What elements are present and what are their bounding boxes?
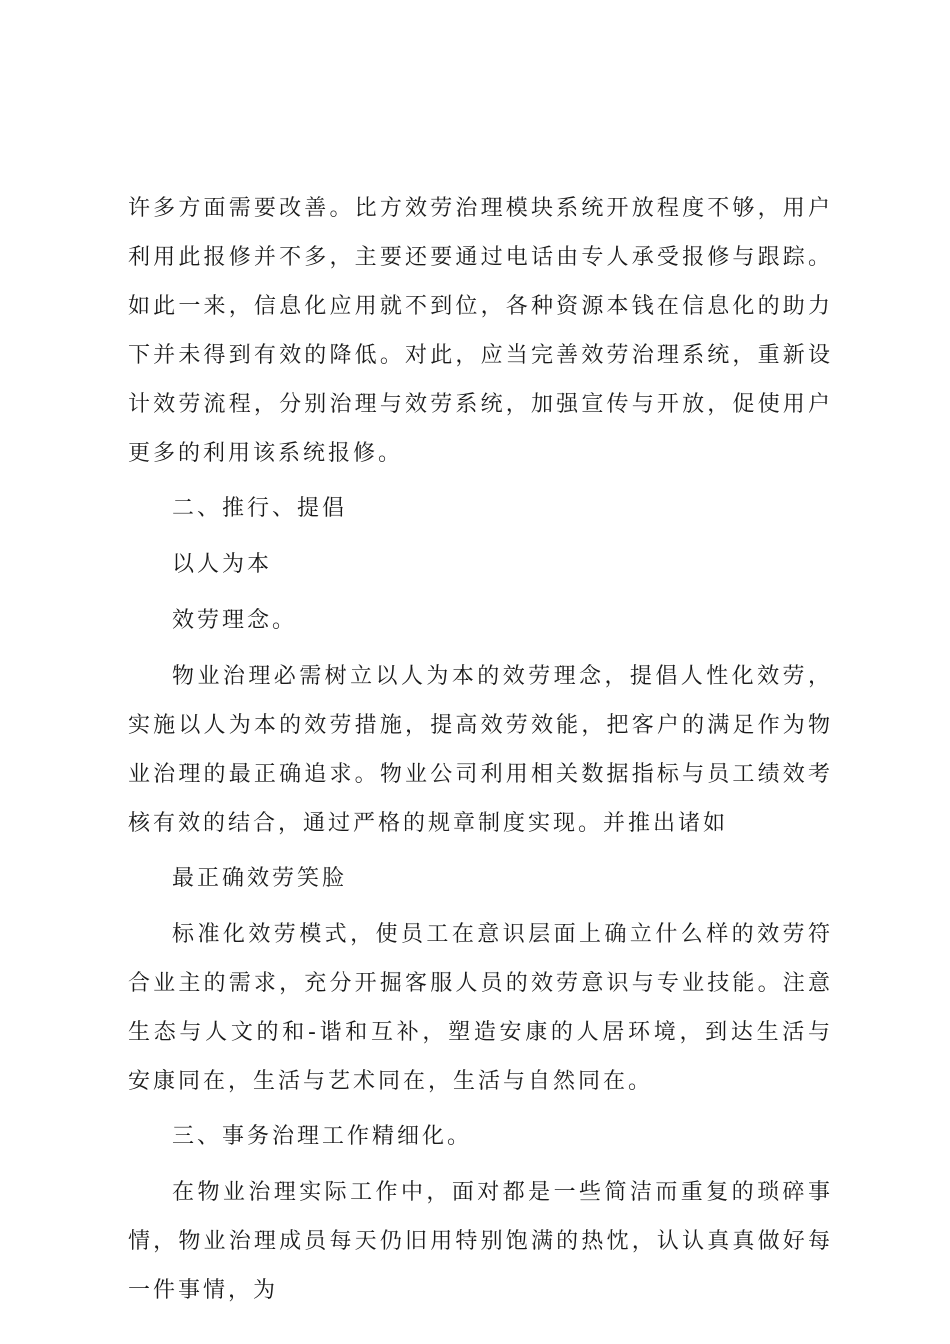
section-heading-three: 三、事务治理工作精细化。 [172, 1124, 473, 1149]
paragraph-standardized-service: 标准化效劳模式，使员工在意识层面上确立什么样的效劳符合业主的需求，充分开掘客服人员的效劳意识与专业技能。注意生态与人文的和-谐和互补，塑造安康的人居环境，到达生活与安康同在，生活与艺术同在，生活与自然同在。 [128, 922, 833, 1094]
paragraph-continuation: 许多方面需要改善。比方效劳治理模块系统开放程度不够，用户利用此报修并不多，主要还要通过电话由专人承受报修与跟踪。如此一来，信息化应用就不到位，各种资源本钱在信息化的助力下并未得到有效的降低。对此，应当完善效劳治理系统，重新设计效劳流程，分别治理与效劳系统，加强宣传与开放，促使用户更多的利用该系统报修。 [128, 196, 833, 466]
paragraph-daily-work: 在物业治理实际工作中，面对都是一些简洁而重复的琐碎事情，物业治理成员每天仍旧用特别饱满的热忱，认认真真做好每一件事情，为 [128, 1180, 833, 1303]
document-body [128, 184, 833, 1321]
subheading-people-oriented: 以人为本 [172, 552, 273, 577]
paragraph-service-philosophy: 物业治理必需树立以人为本的效劳理念，提倡人性化效劳，实施以人为本的效劳措施，提高效劳效能，把客户的满足作为物业治理的最正确追求。物业公司利用相关数据指标与员工绩效考核有效的结合，通过严格的规章制度实现。并推出诸如 [128, 664, 833, 836]
subheading-service-concept: 效劳理念。 [172, 608, 298, 633]
subheading-best-smile: 最正确效劳笑脸 [172, 866, 348, 891]
section-heading-two: 二、推行、提倡 [172, 496, 348, 521]
